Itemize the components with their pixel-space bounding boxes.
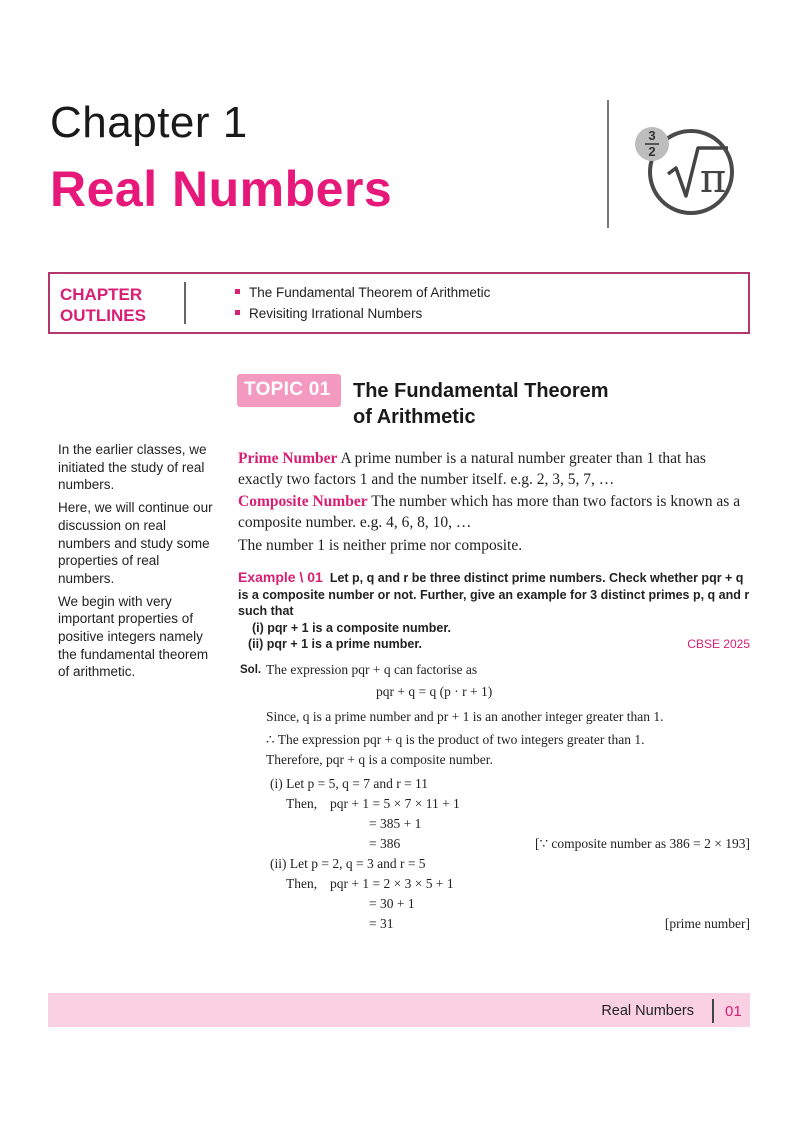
solution-case-i: (i) Let p = 5, q = 7 and r = 11 bbox=[270, 776, 429, 791]
solution-step: pqr + 1 = 2 × 3 × 5 + 1 bbox=[330, 876, 454, 891]
outline-separator bbox=[184, 282, 186, 324]
chapter-title: Real Numbers bbox=[50, 161, 393, 217]
prime-number-text: A prime number is a natural number greater than 1 that has exactly two factors 1 and the number itself. e.g. 2, 3, 5, 7, … bbox=[238, 450, 706, 488]
composite-number-term: Composite Number bbox=[238, 493, 368, 510]
page-number: 01 bbox=[725, 1003, 742, 1020]
solution-then: Then, bbox=[286, 876, 318, 891]
example-part-ii: (ii) pqr + 1 is a prime number. bbox=[248, 637, 423, 651]
outline-item bbox=[235, 306, 422, 321]
solution-step: = 385 + 1 bbox=[369, 816, 422, 831]
sidebar-paragraph: Here, we will continue our discussion on real numbers and study some properties of real numbers. bbox=[58, 500, 213, 586]
topic-badge-label: TOPIC 01 bbox=[244, 379, 331, 400]
sidebar-paragraph: We begin with very important properties of positive integers namely the fundamental theorem of arithmetic. bbox=[58, 593, 209, 680]
solution-reason: [∵ composite number as 386 = 2 × 193] bbox=[534, 836, 750, 851]
bullet-icon bbox=[235, 310, 240, 315]
outline-heading-line1: CHAPTER bbox=[60, 285, 143, 304]
prime-number-definition bbox=[238, 448, 753, 490]
solution-line: ∴ The expression pqr + q is the product of two integers greater than 1. bbox=[266, 732, 645, 747]
topic-title bbox=[353, 378, 653, 430]
topic-title-line2: of Arithmetic bbox=[353, 406, 476, 428]
sidebar-note bbox=[58, 441, 213, 686]
footer-chapter-title: Real Numbers bbox=[601, 1003, 694, 1019]
solution-step: = 30 + 1 bbox=[369, 896, 415, 911]
outline-item-label: Revisiting Irrational Numbers bbox=[249, 306, 423, 321]
example-question-line3: such that bbox=[238, 604, 294, 618]
solution-reason: [prime number] bbox=[664, 916, 750, 931]
outline-item-label: The Fundamental Theorem of Arithmetic bbox=[249, 285, 491, 300]
definition-note: The number 1 is neither prime nor composite. bbox=[238, 537, 523, 554]
topic-title-line1: The Fundamental Theorem bbox=[353, 380, 609, 402]
example-question-line1: Let p, q and r be three distinct prime numbers. Check whether pqr + q bbox=[329, 571, 744, 585]
solution-step: = 31 bbox=[369, 916, 394, 931]
chapter-outlines-heading bbox=[60, 284, 190, 326]
example-part-i: (i) pqr + 1 is a composite number. bbox=[252, 620, 452, 635]
chapter-label: Chapter 1 bbox=[50, 98, 248, 147]
exam-source-tag: CBSE 2025 bbox=[687, 637, 750, 651]
example-label: Example \ 01 bbox=[238, 569, 323, 585]
example-question-line2: is a composite number or not. Further, give an example for 3 distinct primes p, q and r bbox=[238, 587, 750, 602]
prime-number-term: Prime Number bbox=[238, 450, 338, 467]
logo-fraction-denominator: 2 bbox=[648, 144, 656, 159]
solution-step: = 386 bbox=[369, 836, 401, 851]
logo-pi: π bbox=[699, 156, 727, 202]
solution-line: The expression pqr + q can factorise as bbox=[266, 662, 478, 677]
footer-separator bbox=[712, 999, 714, 1023]
solution-step: pqr + 1 = 5 × 7 × 11 + 1 bbox=[330, 796, 460, 811]
solution-equation: pqr + q = q (p · r + 1) bbox=[376, 684, 493, 699]
composite-number-definition bbox=[238, 491, 753, 533]
outline-heading-line2: OUTLINES bbox=[60, 306, 146, 325]
solution-line: Therefore, pqr + q is a composite number. bbox=[266, 752, 493, 767]
solution-then: Then, bbox=[286, 796, 318, 811]
composite-number-text: The number which has more than two factors is known as a composite number. e.g. 4, 6, 8, 10, … bbox=[238, 493, 741, 531]
chapter-outlines-box bbox=[48, 272, 750, 334]
header-divider bbox=[607, 100, 609, 228]
sidebar-paragraph: In the earlier classes, we initiated the study of real numbers. bbox=[58, 442, 207, 493]
example-block bbox=[238, 569, 758, 653]
solution-line: Since, q is a prime number and pr + 1 is an another integer greater than 1. bbox=[266, 709, 664, 724]
solution-label: Sol. bbox=[240, 664, 262, 676]
solution-case-ii: (ii) Let p = 2, q = 3 and r = 5 bbox=[270, 856, 426, 871]
logo-fraction-numerator: 3 bbox=[648, 128, 656, 143]
outline-item bbox=[235, 285, 490, 300]
topic-badge bbox=[237, 374, 341, 407]
bullet-icon bbox=[235, 289, 240, 294]
sqrt-pi-logo-icon bbox=[630, 118, 740, 228]
